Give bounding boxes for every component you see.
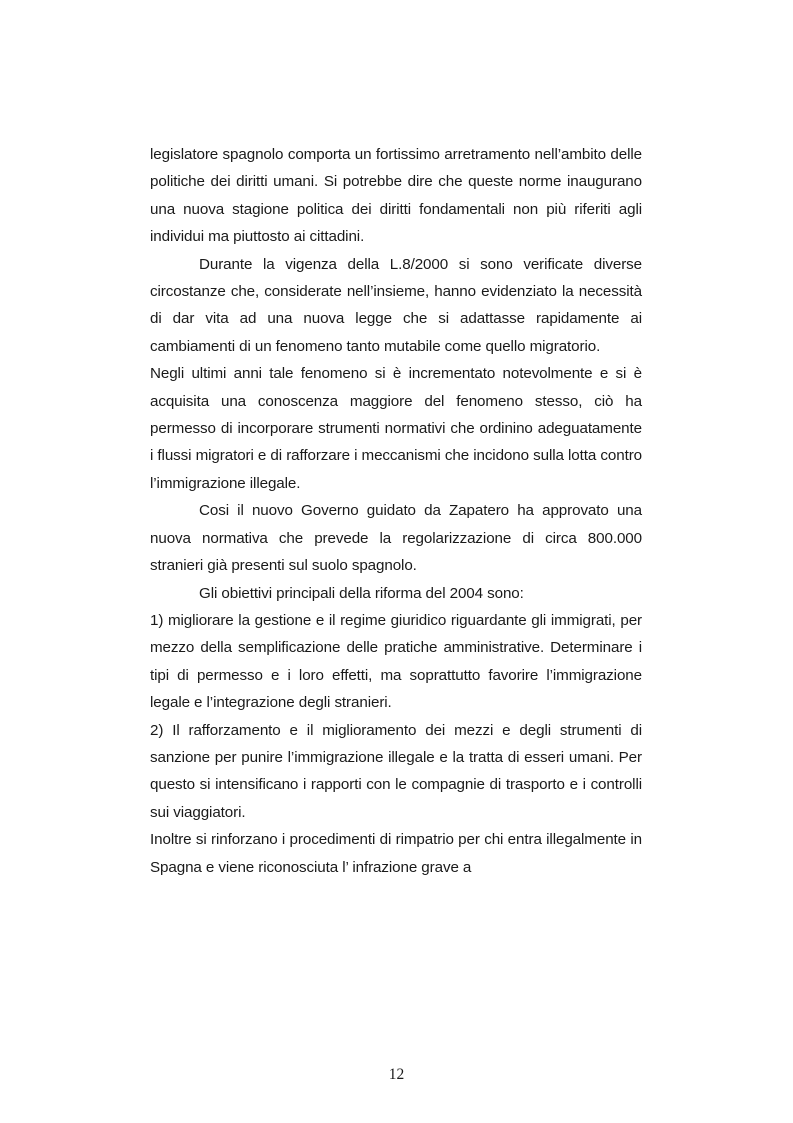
paragraph: Durante la vigenza della L.8/2000 si sono verificate diverse circostanze che, considerate nell’insieme, hanno evidenziato la necessità di dar vita ad una nuova legge che si adattasse rapidamente ai cambiamenti di un fenomeno tanto mutabile come quello migratorio. [150,255,642,355]
list-item: 2) Il rafforzamento e il miglioramento dei mezzi e degli strumenti di sanzione per punire l’immigrazione illegale e la tratta di esseri umani. Per questo si intensificano i rapporti con le compagnie di trasporto e i controlli sui viaggiatori. [150,721,642,821]
page-number: 12 [388,1066,405,1083]
paragraph: Negli ultimi anni tale fenomeno si è incrementato notevolmente e si è acquisita una conoscenza maggiore del fenomeno stesso, ciò ha permesso di incorporare strumenti normativi che ordinino adeguatamente i flussi migratori e di rafforzare i meccanismi che incidono sulla lotta contro l’immigrazione illegale. [150,365,642,492]
body-text [150,141,642,881]
list-item: 1) migliorare la gestione e il regime giuridico riguardante gli immigrati, per mezzo della semplificazione delle pratiche amministrative. Determinare i tipi di permesso e i loro effetti, ma soprattutto favorire l’immigrazione legale e l’integrazione degli stranieri. [150,611,642,712]
paragraph: Inoltre si rinforzano i procedimenti di rimpatrio per chi entra illegalmente in Spagna e viene riconosciuta l’ infrazione grave a [150,831,642,876]
paragraph: Cosi il nuovo Governo guidato da Zapatero ha approvato una nuova normativa che prevede la regolarizzazione di circa 800.000 stranieri già presenti sul suolo spagnolo. [150,502,642,575]
paragraph: legislatore spagnolo comporta un fortissimo arretramento nell’ambito delle politiche dei diritti umani. Si potrebbe dire che queste norme inaugurano una nuova stagione politica dei diritti fondamentali non più riferiti agli individui ma piuttosto ai cittadini. [150,146,642,246]
paragraph: Gli obiettivi principali della riforma del 2004 sono: [199,584,524,602]
